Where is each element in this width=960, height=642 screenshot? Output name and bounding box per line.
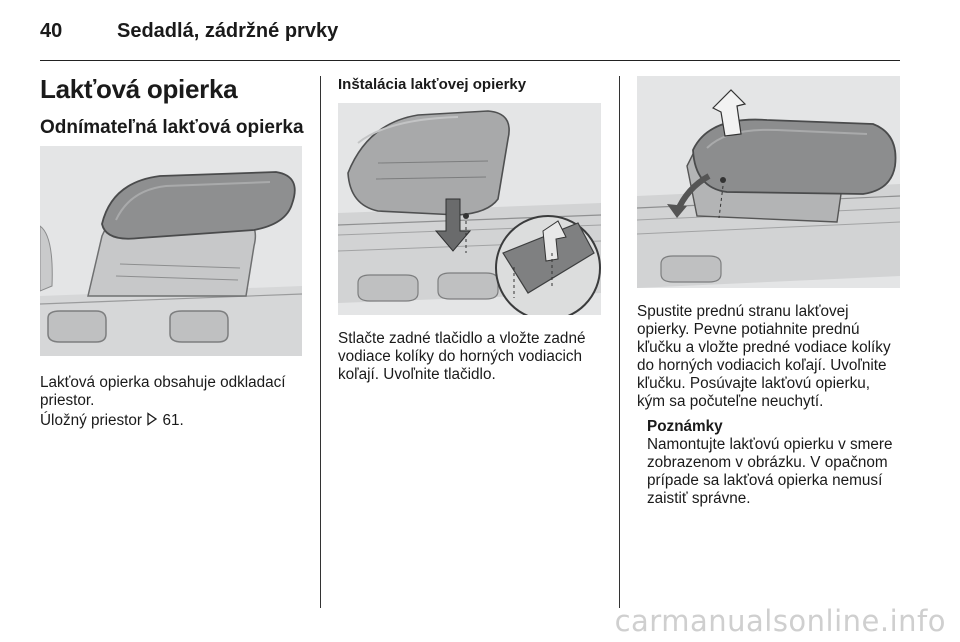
installation-rear-illustration [338,103,601,315]
arrow-reference-icon [146,412,158,426]
subsection-title: Odnímateľná lakťová opierka [40,117,304,138]
note-title: Poznámky [647,418,723,435]
chapter-title: Sedadlá, zádržné prvky [117,20,339,42]
note-text: Namontujte lakťovú opierku v smere zobrazenom v obrázku. V opačnom prípade sa lakťová opierka nemusí zaistiť správne. [647,436,893,507]
column-divider-2 [619,76,620,608]
storage-reference-page[interactable]: 61. [162,412,184,429]
installation-step-1: Stlačte zadné tlačidlo a vložte zadné vodiace kolíky do horných vodiacich koľají. Uvoľnite tlačidlo. [338,330,586,383]
header-divider [40,60,900,61]
page-number: 40 [40,20,63,42]
watermark: carmanualsonline.info [614,604,946,638]
storage-reference-label: Úložný priestor [40,412,143,429]
column-divider-1 [320,76,321,608]
armrest-description: Lakťová opierka obsahuje odkladací priestor. [40,374,286,409]
storage-reference [40,412,302,430]
section-title: Lakťová opierka [40,74,238,104]
installation-title: Inštalácia lakťovej opierky [338,76,527,93]
armrest-illustration [40,146,302,356]
installation-front-illustration [637,76,900,288]
installation-step-2: Spustite prednú stranu lakťovej opierky. Pevne potiahnite prednú kľučku a vložte predné vodiace kolíky do horných vodiacich koľají. Uvoľnite kľučku. Posúvajte lakťovú opierku, kým sa počuteľne neuchytí. [637,303,891,410]
